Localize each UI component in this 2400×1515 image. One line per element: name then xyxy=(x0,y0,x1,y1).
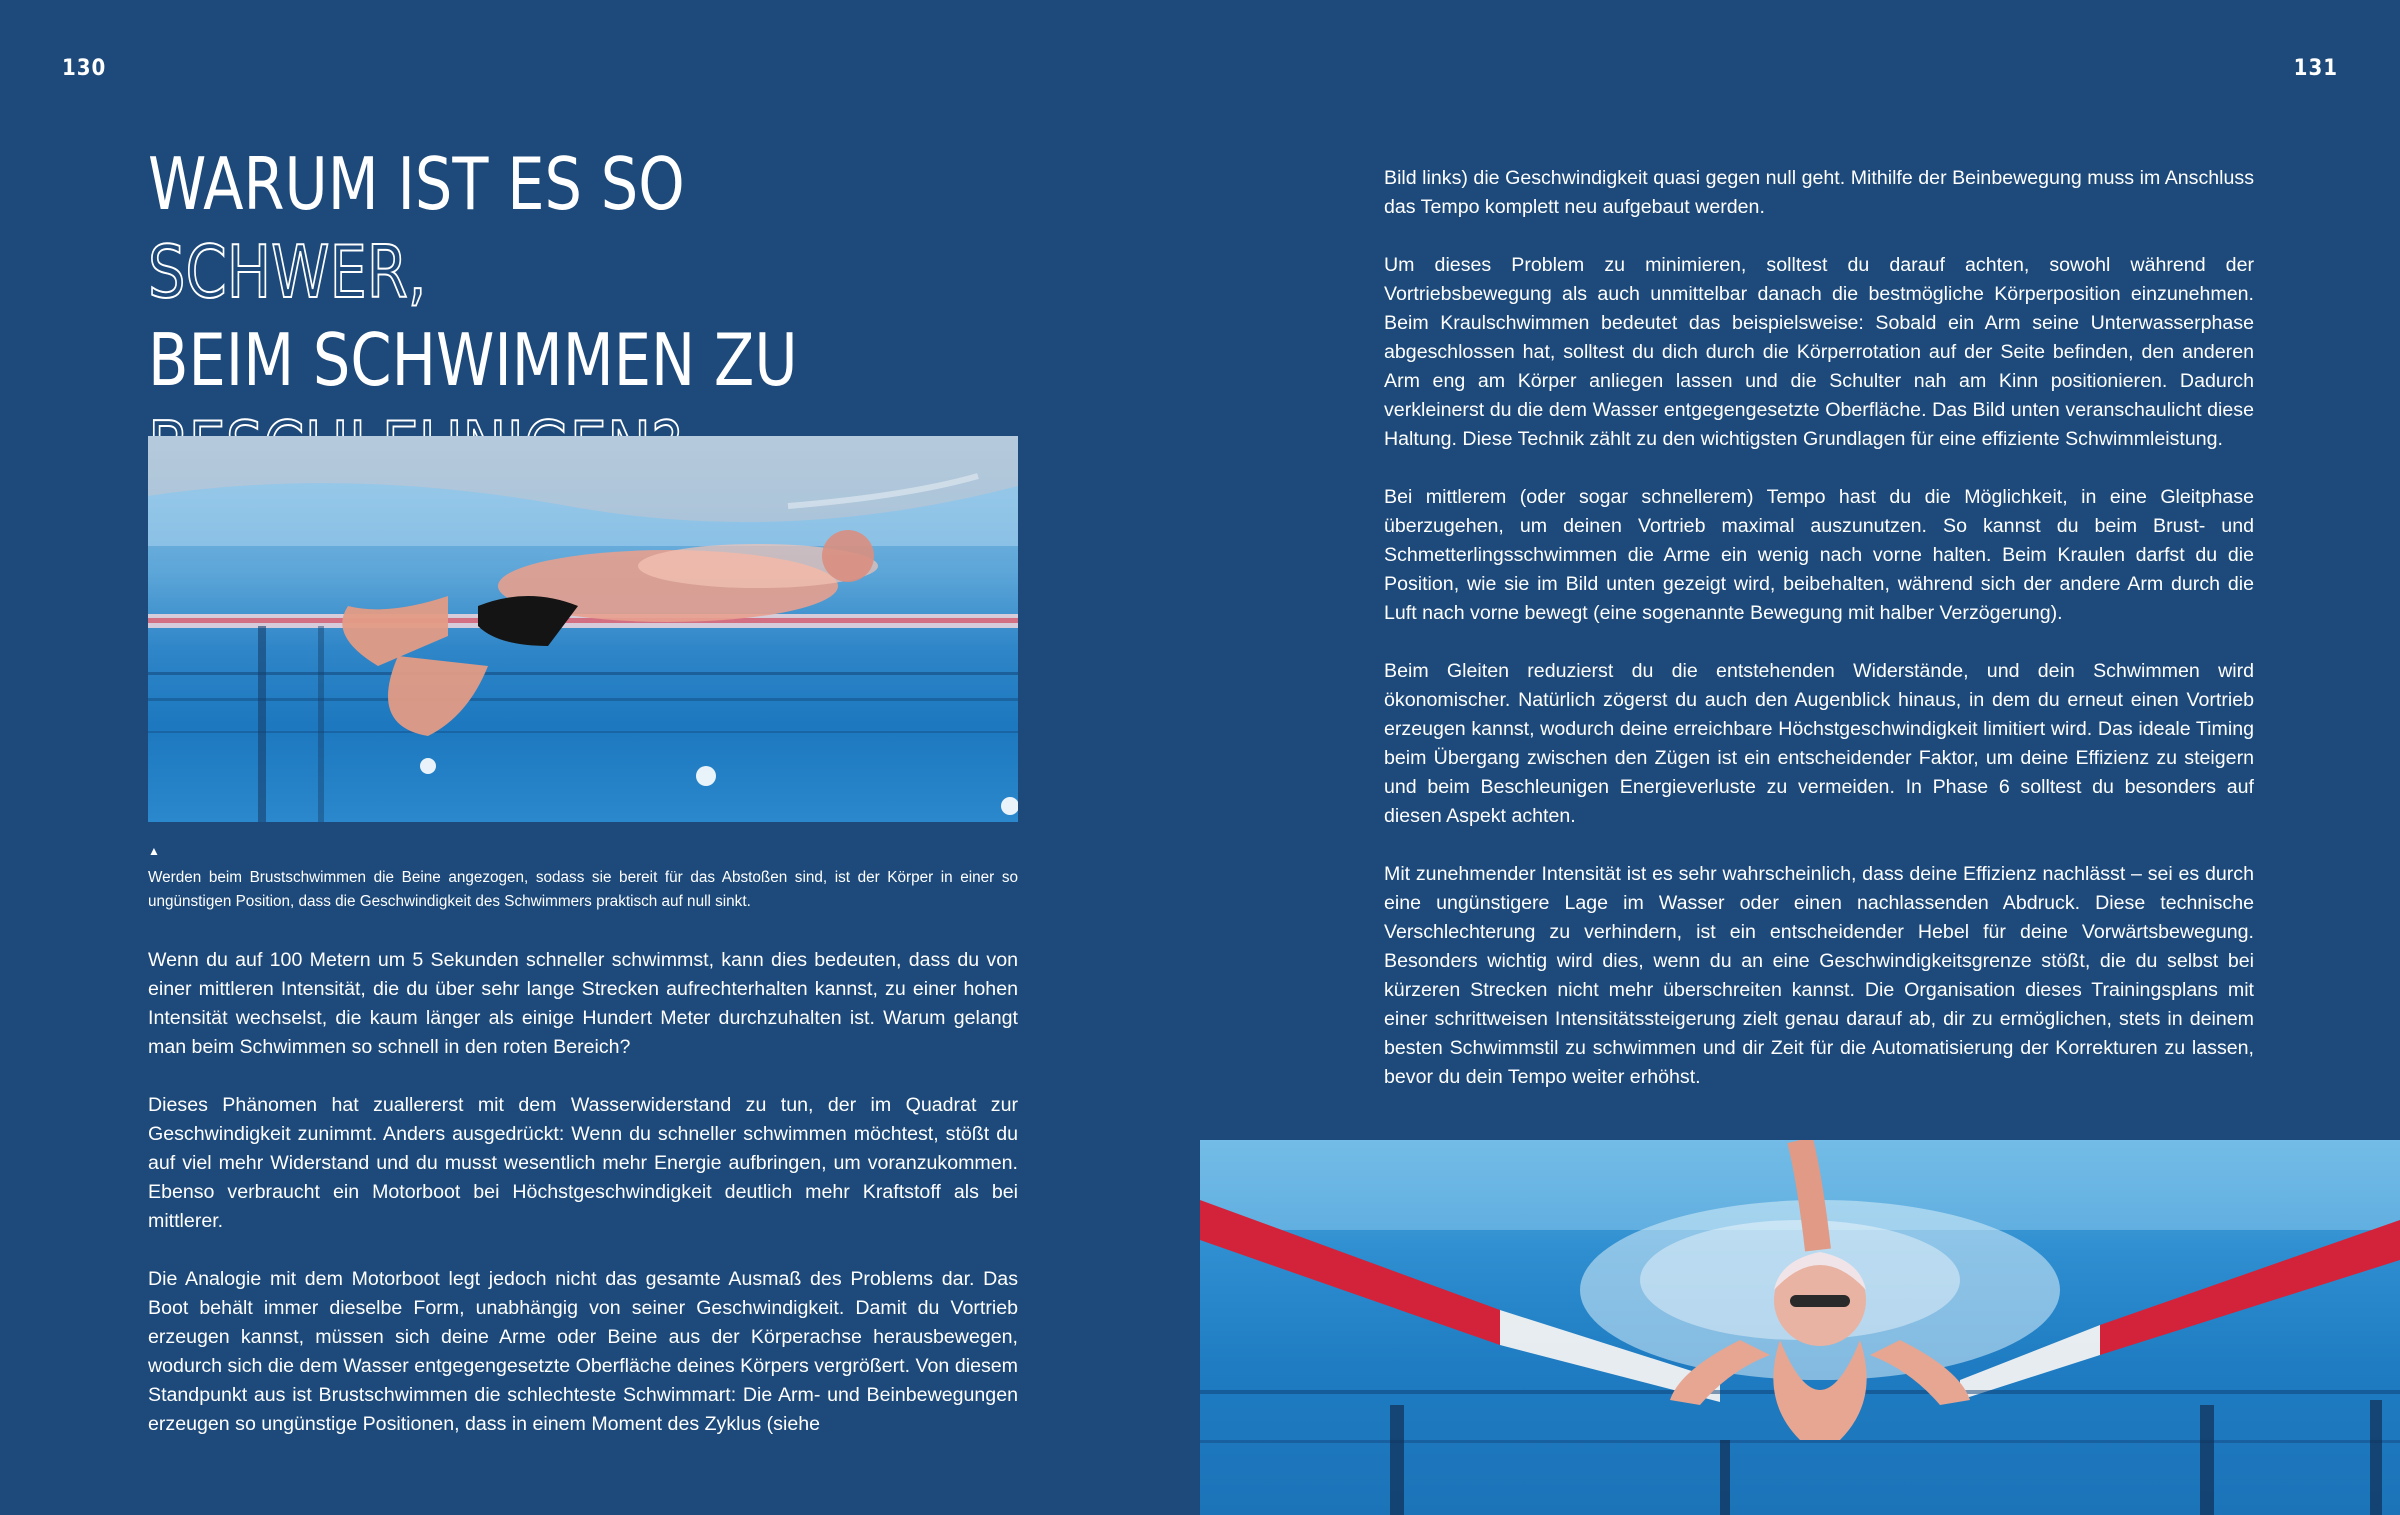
breaststroke-underwater-photo xyxy=(148,436,1018,822)
page-number-right: 131 xyxy=(2293,56,2338,81)
right-paragraph-4: Beim Gleiten reduzierst du die entstehenden Widerstände, und dein Schwimmen wird ökonomischer. Natürlich zögerst du auch den Augenblick hinaus, in dem du erneut einen Vortrieb erzeugen kannst, wodurch deine erreichbare Höchstgeschwindigkeit limitiert wird. Das ideale Timing beim Übergang zwischen den Zügen ist ein entscheidender Faktor, um deine Effizienz zu steigern und beim Beschleunigen Energieverluste zu vermeiden. In Phase 6 solltest du besonders auf diesen Aspekt achten. xyxy=(1384,660,2254,827)
right-column-text xyxy=(1384,164,2254,1121)
left-column-text xyxy=(148,946,1018,1468)
title-line1-outline: SCHWER, xyxy=(148,230,427,314)
title-line2: BEIM SCHWIMMEN ZU xyxy=(148,318,798,402)
breaststroke-photo-illustration xyxy=(148,436,1018,822)
right-paragraph-1: Bild links) die Geschwindigkeit quasi gegen null geht. Mithilfe der Beinbewegung muss im Anschluss das Tempo komplett neu aufgebaut werden. xyxy=(1384,167,2254,218)
freestyle-photo-illustration xyxy=(1200,1140,2400,1515)
caption-marker: ▲ xyxy=(148,844,160,858)
left-paragraph-3: Die Analogie mit dem Motorboot legt jedoch nicht das gesamte Ausmaß des Problems dar. Das Boot behält immer dieselbe Form, unabhängig von seiner Geschwindigkeit. Damit du Vortrieb erzeugen kannst, müssen sich deine Arme oder Beine aus der Körperachse herausbewegen, wodurch sich die dem Wasser entgegengesetzte Oberfläche deines Körpers vergrößert. Von diesem Standpunkt aus ist Brustschwimmen die schlechteste Schwimmart: Die Arm- und Beinbewegungen erzeugen so ungünstige Positionen, dass in einem Moment des Zyklus (siehe xyxy=(148,1268,1018,1435)
page-number-left: 130 xyxy=(62,56,107,81)
title-line1-solid: WARUM IST ES SO xyxy=(148,142,685,226)
freestyle-underwater-photo xyxy=(1200,1140,2400,1515)
left-paragraph-1: Wenn du auf 100 Metern um 5 Sekunden schneller schwimmst, kann dies bedeuten, dass du von einer mittleren Intensität, die du über sehr lange Strecken aufrechterhalten kannst, zu einer hohen Intensität wechselst, die kaum länger als einige Hundert Meter durchzuhalten ist. Warum gelangt man beim Schwimmen so schnell in den roten Bereich? xyxy=(148,949,1018,1058)
left-paragraph-2: Dieses Phänomen hat zuallererst mit dem Wasserwiderstand zu tun, der im Quadrat zur Geschwindigkeit zunimmt. Anders ausgedrückt: Wenn du schneller schwimmen möchtest, stößt du auf viel mehr Widerstand und du musst wesentlich mehr Energie aufbringen, um voranzukommen. Ebenso verbraucht ein Motorboot bei Höchstgeschwindigkeit deutlich mehr Kraftstoff als bei mittlerer. xyxy=(148,1094,1018,1232)
photo-caption: Werden beim Brustschwimmen die Beine angezogen, sodass sie bereit für das Abstoßen sind, ist der Körper in einer so ungünstigen Position, dass die Geschwindigkeit des Schwimmers praktisch auf null sinkt. xyxy=(148,869,1018,910)
right-paragraph-3: Bei mittlerem (oder sogar schnellerem) Tempo hast du die Möglichkeit, in eine Gleitphase überzugehen, um deinen Vortrieb maximal auszunutzen. So kannst du beim Brust- und Schmetterlingsschwimmen die Arme ein wenig nach vorne halten. Beim Kraulen darfst du die Position, wie sie im Bild unten gezeigt wird, beibehalten, während sich der andere Arm durch die Luft nach vorne bewegt (eine sogenannte Bewegung mit halber Verzögerung). xyxy=(1384,486,2254,624)
right-paragraph-2: Um dieses Problem zu minimieren, solltest du darauf achten, sowohl während der Vortriebsbewegung als auch unmittelbar danach die bestmögliche Körperposition einzunehmen. Beim Kraulschwimmen bedeutet das beispielsweise: Sobald ein Arm seine Unterwasserphase abgeschlossen hat, solltest du dich durch die Körperrotation auf der Seite befinden, den anderen Arm eng am Körper anliegen lassen und die Schulter nah am Kinn positionieren. Dadurch verkleinerst du die dem Wasser entgegengesetzte Oberfläche. Das Bild unten veranschaulicht diese Haltung. Diese Technik zählt zu den wichtigsten Grundlagen für eine effiziente Schwimmleistung. xyxy=(1384,254,2254,450)
right-paragraph-5: Mit zunehmender Intensität ist es sehr wahrscheinlich, dass deine Effizienz nachlässt – sei es durch eine ungünstigere Lage im Wasser oder einen nachlassenden Abdruck. Diese technische Verschlechterung zu verhindern, ist ein entscheidender Hebel für deine Vorwärtsbewegung. Besonders wichtig wird dies, wenn du an eine Geschwindigkeitsgrenze stößt, die du selbst bei kürzeren Strecken nicht mehr überschreiten kannst. Die Organisation dieses Trainingsplans mit einer schrittweisen Intensitätssteigerung zielt genau darauf ab, dir zu ermöglichen, stets in deinem besten Schwimmstil zu schwimmen und dir Zeit für die Automatisierung der Korrekturen zu lassen, bevor du dein Tempo weiter erhöhst. xyxy=(1384,863,2254,1088)
